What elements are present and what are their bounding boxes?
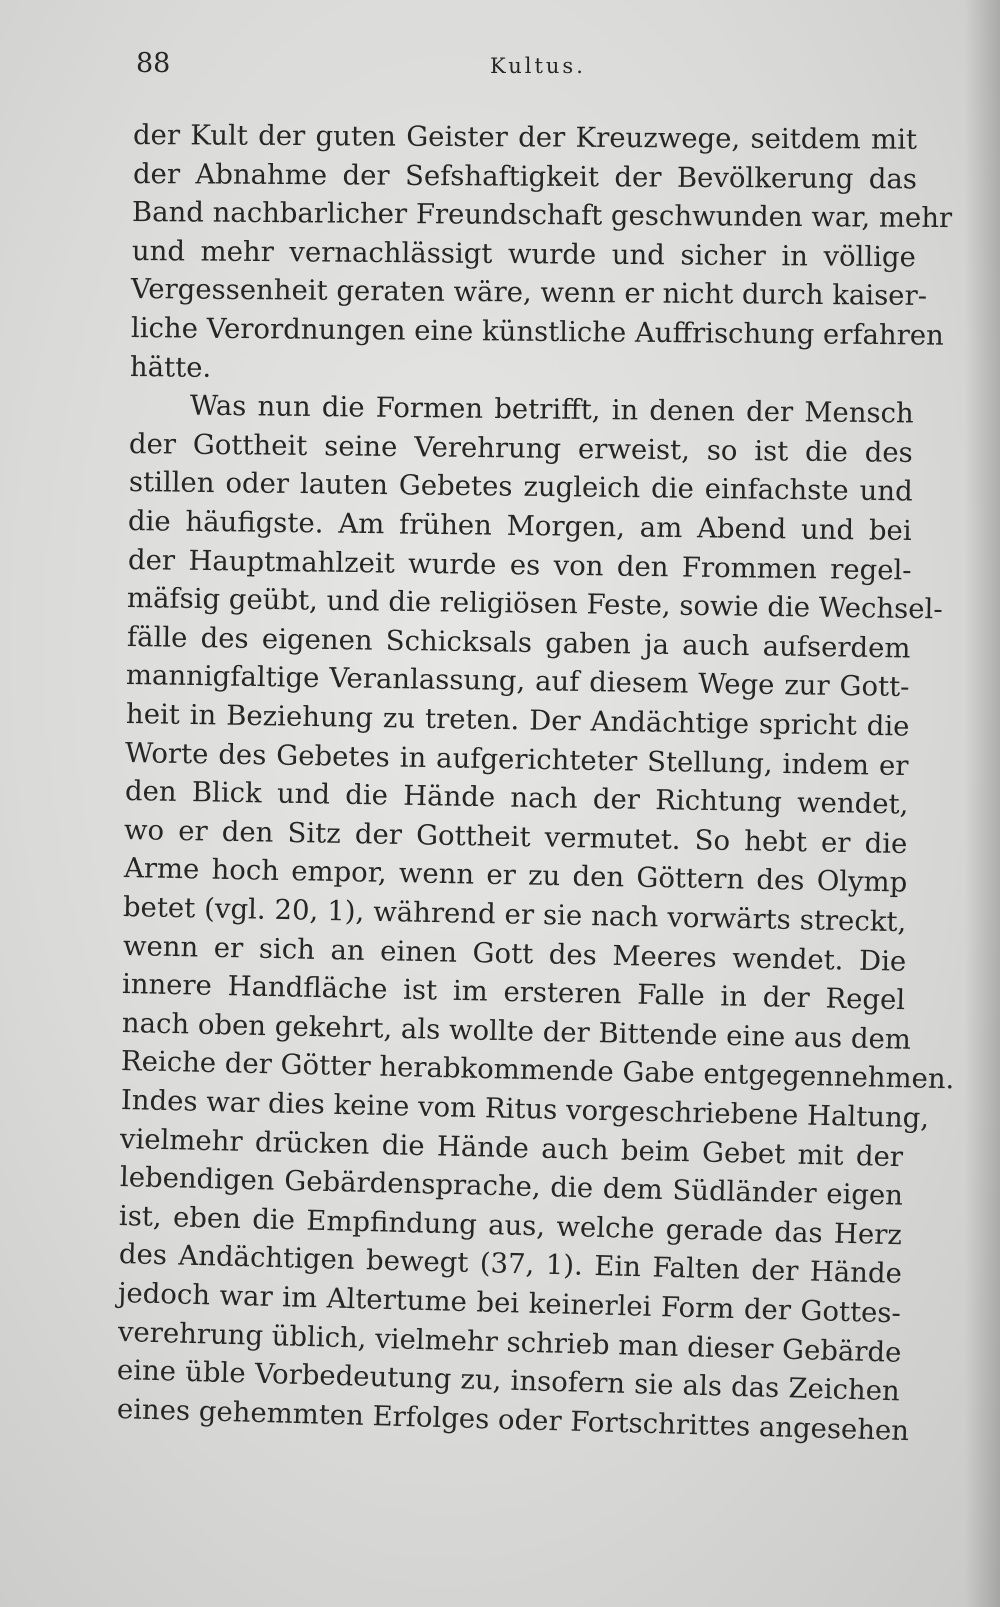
text-line: Indes war dies keine vom Ritus vorgeschriebene Haltung, bbox=[120, 1084, 930, 1135]
text-line: stillen oder lauten Gebetes zugleich die einfachste und bbox=[128, 466, 913, 508]
text-line: verehrung üblich, vielmehr schrieb man dieser Gebärde bbox=[117, 1315, 902, 1369]
text-line: der Abnahme der Sefshaftigkeit der Bevölkerung das bbox=[132, 157, 917, 195]
text-line: Was nun die Formen betrifft, in denen der Mensch bbox=[189, 389, 914, 430]
text-line: liche Verordnungen eine künstliche Auffrischung erfahren bbox=[130, 312, 944, 352]
text-line: vielmehr drücken die Hände auch beim Gebet mit der bbox=[120, 1122, 904, 1173]
text-line: betet (vgl. 20, 1), während er sie nach vorwärts streckt, bbox=[122, 891, 907, 939]
text-line: mäfsig geübt, und die religiösen Feste, sowie die Wechsel- bbox=[126, 582, 944, 626]
page-edge-shadow bbox=[964, 0, 1000, 1607]
text-line: wo er den Sitz der Gottheit vermutet. So hebt er die bbox=[123, 813, 908, 860]
text-line: Vergessenheit geraten wäre, wenn er nicht durch kaiser- bbox=[130, 273, 928, 313]
text-line: Band nachbarlicher Freundschaft geschwunden war, mehr bbox=[131, 196, 953, 235]
text-line: nach oben gekehrt, als wollte der Bittende eine aus dem bbox=[121, 1006, 912, 1056]
text-line: den Blick und die Hände nach der Richtung wendet, bbox=[124, 775, 909, 821]
text-line: des Andächtigen bewegt (37, 1). Ein Falten der Hände bbox=[118, 1238, 903, 1291]
text-line: Worte des Gebetes in aufgerichteter Stellung, indem er bbox=[124, 736, 909, 782]
text-line: mannigfaltige Veranlassung, auf diesem Wege zur Gott- bbox=[125, 659, 910, 704]
text-line: innere Handfläche ist im ersteren Falle in der Regel bbox=[121, 968, 906, 1017]
running-head: Kultus. bbox=[490, 54, 586, 78]
text-line: heit in Beziehung zu treten. Der Andächtige spricht die bbox=[125, 698, 910, 743]
text-line: eines gehemmten Erfolges oder Fortschrittes angesehen bbox=[116, 1392, 910, 1447]
page-header bbox=[136, 48, 936, 88]
text-line: wenn er sich an einen Gott des Meeres wendet. Die bbox=[122, 929, 907, 978]
text-line: der Gottheit seine Verehrung erweist, so ist die des bbox=[128, 427, 913, 469]
text-line: ist, eben die Empfindung aus, welche gerade das Herz bbox=[119, 1199, 903, 1252]
page-number: 88 bbox=[136, 48, 171, 79]
text-line: fälle des eigenen Schicksals gaben ja auch aufserdem bbox=[126, 620, 911, 665]
text-line: lebendigen Gebärdensprache, die dem Südländer eigen bbox=[119, 1161, 904, 1212]
text-line: Reiche der Götter herabkommende Gabe entgegennehmen. bbox=[121, 1045, 956, 1096]
text-line: der Kult der guten Geister der Kreuzwege, seitdem mit bbox=[132, 119, 918, 156]
text-line: eine üble Vorbedeutung zu, insofern sie als das Zeichen bbox=[117, 1354, 901, 1408]
body-text bbox=[0, 118, 1000, 1518]
text-line: jedoch war im Altertume bei keinerlei Form der Gottes- bbox=[118, 1277, 902, 1330]
text-line: und mehr vernachlässigt wurde und sicher in völlige bbox=[131, 234, 916, 274]
text-line: Arme hoch empor, wenn er zu den Göttern des Olymp bbox=[123, 852, 908, 900]
text-line: die häufigste. Am frühen Morgen, am Abend und bei bbox=[127, 505, 912, 547]
text-line: der Hauptmahlzeit wurde es von den Frommen regel- bbox=[127, 543, 912, 587]
text-line: hätte. bbox=[129, 350, 212, 384]
